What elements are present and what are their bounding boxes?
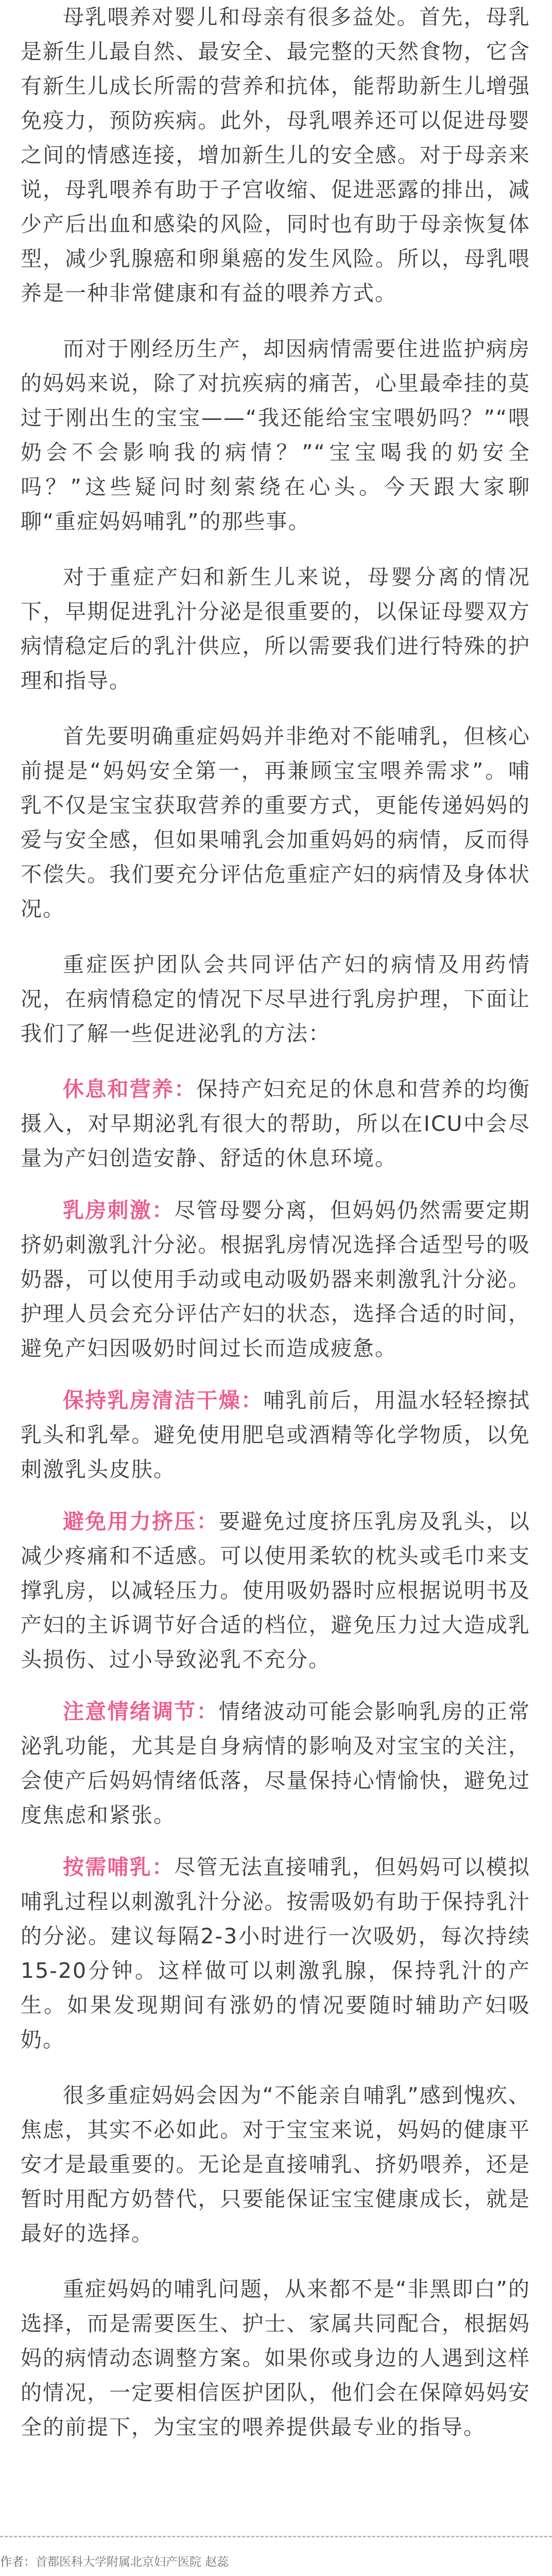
credit-value: 首都医科大学附属北京妇产医院 赵蕊 [36, 2555, 229, 2569]
paragraph-mother-infant-separation: 对于重症产妇和新生儿来说，母婴分离的情况下，早期促进乳汁分泌是很重要的，以保证母婴双方病情稳定后的乳汁供应，所以需要我们进行特殊的护理和指导。 [21, 565, 530, 693]
paragraph-conclusion: 重症妈妈的哺乳问题，从来都不是“非黑即白”的选择，而是需要医生、护士、家属共同配合，根据妈妈的病情动态调整方案。如果你或身边的人遇到这样的情况，一定要相信医护团队，他们会在保障妈妈安全的前提下，为宝宝的喂养提供最专业的指导。 [21, 2277, 530, 2439]
tip-text: 要避免过度挤压乳房及乳头，以减少疼痛和不适感。可以使用柔软的枕头或毛巾来支撑乳房，以减轻压力。使用吸奶器时应根据说明书及产妇的主诉调节好合适的档位，避免压力过大造成乳头损伤、过小导致泌乳不充分。 [21, 1509, 530, 1672]
tip-title: 休息和营养： [63, 1077, 197, 1101]
tip-emotion-regulation [21, 1694, 530, 1833]
credit-source [0, 2574, 552, 2576]
tip-rest-nutrition [21, 1072, 530, 1176]
tip-on-demand-feeding [21, 1850, 530, 2057]
tip-title: 保持乳房清洁干燥： [63, 1388, 264, 1413]
tip-text: 情绪波动可能会影响乳房的正常泌乳功能，尤其是自身病情的影响及对宝宝的关注，会使产后妈妈情绪低落，尽量保持心情愉快，避免过度焦虑和紧张。 [21, 1699, 530, 1827]
paragraph-no-guilt: 很多重症妈妈会因为“不能亲自哺乳”感到愧疚、焦虑，其实不必如此。对于宝宝来说，妈妈的健康平安才是最重要的。无论是直接哺乳、挤奶喂养，还是暂时用配方奶替代，只要能保证宝宝健康成长，就是最好的选择。 [21, 2083, 530, 2246]
credit-label: 作者： [0, 2555, 36, 2569]
article-body [21, 0, 530, 2445]
paragraph-safety-first: 首先要明确重症妈妈并非绝对不能哺乳，但核心前提是“妈妈安全第一，再兼顾宝宝喂养需求”。哺乳不仅是宝宝获取营养的重要方式，更能传递妈妈的爱与安全感，但如果哺乳会加重妈妈的病情，反而得不偿失。我们要充分评估危重症产妇的病情及身体状况。 [21, 724, 530, 921]
credits-block [0, 2550, 552, 2576]
tip-title: 避免用力挤压： [63, 1509, 219, 1534]
tip-avoid-squeezing [21, 1504, 530, 1677]
credits-divider [0, 2536, 552, 2537]
paragraph-lactation-methods-intro: 重症医护团队会共同评估产妇的病情及用药情况，在病情稳定的情况下尽早进行乳房护理，下面让我们了解一些促进泌乳的方法： [21, 952, 530, 1046]
tip-text: 保持产妇充足的休息和营养的均衡摄入，对早期泌乳有很大的帮助，所以在ICU中会尽量为产妇创造安静、舒适的休息环境。 [21, 1077, 530, 1171]
paragraph-icu-mothers-concerns: 而对于刚经历生产，却因病情需要住进监护病房的妈妈来说，除了对抗疾病的痛苦，心里最牵挂的莫过于刚出生的宝宝——“我还能给宝宝喂奶吗？”“喂奶会不会影响我的病情？”“宝宝喝我的奶安全吗？”这些疑问时刻萦绕在心头。今天跟大家聊聊“重症妈妈哺乳”的那些事。 [21, 336, 530, 534]
paragraph-breastfeeding-benefits: 母乳喂养对婴儿和母亲有很多益处。首先，母乳是新生儿最自然、最安全、最完整的天然食物，它含有新生儿成长所需的营养和抗体，能帮助新生儿增强免疫力，预防疾病。此外，母乳喂养还可以促进母婴之间的情感连接，增加新生儿的安全感。对于母亲来说，母乳喂养有助于子宫收缩、促进恶露的排出，减少产后出血和感染的风险，同时也有助于母亲恢复体型，减少乳腺癌和卵巢癌的发生风险。所以，母乳喂养是一种非常健康和有益的喂养方式。 [21, 5, 530, 306]
tip-text: 哺乳前后，用温水轻轻擦拭乳头和乳晕。避免使用肥皂或酒精等化学物质，以免刺激乳头皮肤。 [21, 1388, 530, 1482]
tip-title: 按需哺乳： [63, 1855, 175, 1879]
credit-author [0, 2550, 552, 2574]
tip-title: 注意情绪调节： [63, 1699, 219, 1724]
tip-text: 尽管无法直接哺乳，但妈妈可以模拟哺乳过程以刺激乳汁分泌。按需吸奶有助于保持乳汁的分泌。建议每隔2-3小时进行一次吸奶，每次持续15-20分钟。这样做可以刺激乳腺，保持乳汁的产生。如果发现期间有涨奶的情况要随时辅助产妇吸奶。 [21, 1855, 530, 2052]
tip-text: 尽管母婴分离，但妈妈仍然需要定期挤奶刺激乳汁分泌。根据乳房情况选择合适型号的吸奶器，可以使用手动或电动吸奶器来刺激乳汁分泌。护理人员会充分评估产妇的状态，选择合适的时间，避免产妇因吸奶时间过长而造成疲惫。 [21, 1198, 530, 1361]
tip-title: 乳房刺激： [63, 1198, 175, 1223]
tip-keep-clean-dry [21, 1383, 530, 1487]
tip-breast-stimulation [21, 1193, 530, 1366]
